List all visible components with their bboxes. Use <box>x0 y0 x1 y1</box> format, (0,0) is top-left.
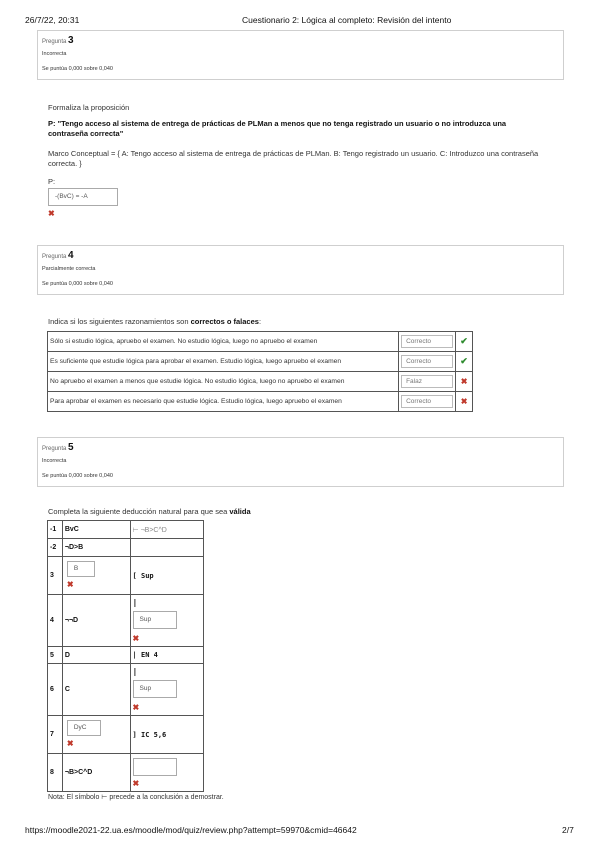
line-number: -1 <box>48 521 63 539</box>
q5-note: Nota: El símbolo ⊢ precede a la conclusión a demostrar. <box>48 794 224 801</box>
line-number: 4 <box>48 595 63 647</box>
question-3-info <box>37 30 564 80</box>
table-row <box>48 595 204 647</box>
line-number: 3 <box>48 557 63 595</box>
formula-input[interactable]: B <box>67 561 95 577</box>
print-datetime: 26/7/22, 20:31 <box>25 15 80 25</box>
q3-intro: Formaliza la proposición <box>48 103 130 112</box>
question-4-info <box>37 245 564 295</box>
incorrect-icon: ✖ <box>66 738 74 748</box>
rule-input[interactable] <box>133 758 177 776</box>
answer-select[interactable]: Falaz <box>401 375 453 388</box>
q3-answer-label: P: <box>48 177 56 186</box>
formula-input[interactable]: DyC <box>67 720 101 736</box>
table-row <box>48 647 204 664</box>
incorrect-icon: ✖ <box>66 579 74 589</box>
incorrect-icon: ✖ <box>132 702 140 712</box>
formula: ¬D>B <box>62 539 130 557</box>
answer-select[interactable]: Correcto <box>401 355 453 368</box>
formula: ¬¬D <box>62 595 130 647</box>
table-row <box>48 332 473 352</box>
line-number: 5 <box>48 647 63 664</box>
question-grade: Se puntúa 0,000 sobre 0,040 <box>42 281 113 287</box>
q5-intro: Completa la siguiente deducción natural para que sea válida <box>48 507 251 516</box>
rule-input[interactable]: Sup <box>133 680 177 698</box>
question-number: Pregunta 3 <box>42 35 74 46</box>
q4-intro: Indica si los siguientes razonamientos son correctos o falaces: <box>48 317 262 326</box>
table-row <box>48 716 204 754</box>
table-row <box>48 754 204 792</box>
question-number: Pregunta 5 <box>42 442 74 453</box>
table-row <box>48 392 473 412</box>
rule-bar: | <box>132 597 138 607</box>
incorrect-icon: ✖ <box>132 778 140 788</box>
correct-icon: ✔ <box>460 356 468 366</box>
q3-conceptual-frame: Marco Conceptual = { A: Tengo acceso al sistema de entrega de prácticas de PLMan. B: Tengo registrado un usuario. C: Introduzco una contraseña correcta. } <box>48 149 539 168</box>
question-grade: Se puntúa 0,000 sobre 0,040 <box>42 473 113 479</box>
rule-bar: | <box>132 666 138 676</box>
rule-input[interactable]: Sup <box>133 611 177 629</box>
answer-select[interactable]: Correcto <box>401 335 453 348</box>
line-number: 6 <box>48 664 63 716</box>
formula: ¬B>C^D <box>62 754 130 792</box>
question-state: Incorrecta <box>42 51 67 57</box>
question-5-info <box>37 437 564 487</box>
q3-statement: P: "Tengo acceso al sistema de entrega de prácticas de PLMan a menos que no tenga registrado un usuario o no introduzca una contraseña correcta" <box>48 119 507 138</box>
formula: D <box>62 647 130 664</box>
q3-answer-input[interactable]: -(BvC) = -A <box>48 188 118 206</box>
rule: ] IC 5,6 <box>130 716 203 754</box>
incorrect-icon: ✖ <box>132 633 140 643</box>
correct-icon: ✔ <box>460 336 468 346</box>
table-row <box>48 664 204 716</box>
table-row <box>48 539 204 557</box>
incorrect-icon: ✖ <box>460 376 468 386</box>
line-number: 7 <box>48 716 63 754</box>
rule: ⊢ ¬B>C^D <box>130 521 203 539</box>
print-url: https://moodle2021-22.ua.es/moodle/mod/quiz/review.php?attempt=59970&cmid=46642 <box>25 825 357 835</box>
question-number: Pregunta 4 <box>42 250 74 261</box>
formula: BvC <box>62 521 130 539</box>
formula: C <box>62 664 130 716</box>
question-grade: Se puntúa 0,000 sobre 0,040 <box>42 66 113 72</box>
reasoning-text: Es suficiente que estudie lógica para aprobar el examen. Estudio lógica, luego apruebo el examen <box>48 352 399 372</box>
incorrect-icon: ✖ <box>48 209 55 218</box>
table-row <box>48 352 473 372</box>
reasoning-text: Sólo si estudio lógica, apruebo el examen. No estudio lógica, luego no apruebo el examen <box>48 332 399 352</box>
rule: [ Sup <box>130 557 203 595</box>
line-number: -2 <box>48 539 63 557</box>
table-row <box>48 521 204 539</box>
line-number: 8 <box>48 754 63 792</box>
rule: | EN 4 <box>130 647 203 664</box>
incorrect-icon: ✖ <box>460 396 468 406</box>
reasoning-table <box>47 331 473 412</box>
answer-select[interactable]: Correcto <box>401 395 453 408</box>
table-row <box>48 372 473 392</box>
table-row <box>48 557 204 595</box>
deduction-table <box>47 520 204 792</box>
question-state: Incorrecta <box>42 458 67 464</box>
rule <box>130 539 203 557</box>
print-title: Cuestionario 2: Lógica al completo: Revisión del intento <box>242 15 452 25</box>
question-state: Parcialmente correcta <box>42 266 96 272</box>
reasoning-text: Para aprobar el examen es necesario que estudie lógica. Estudio lógica, luego apruebo el examen <box>48 392 399 412</box>
reasoning-text: No apruebo el examen a menos que estudie lógica. No estudio lógica, luego no apruebo el examen <box>48 372 399 392</box>
page-number: 2/7 <box>562 825 574 835</box>
